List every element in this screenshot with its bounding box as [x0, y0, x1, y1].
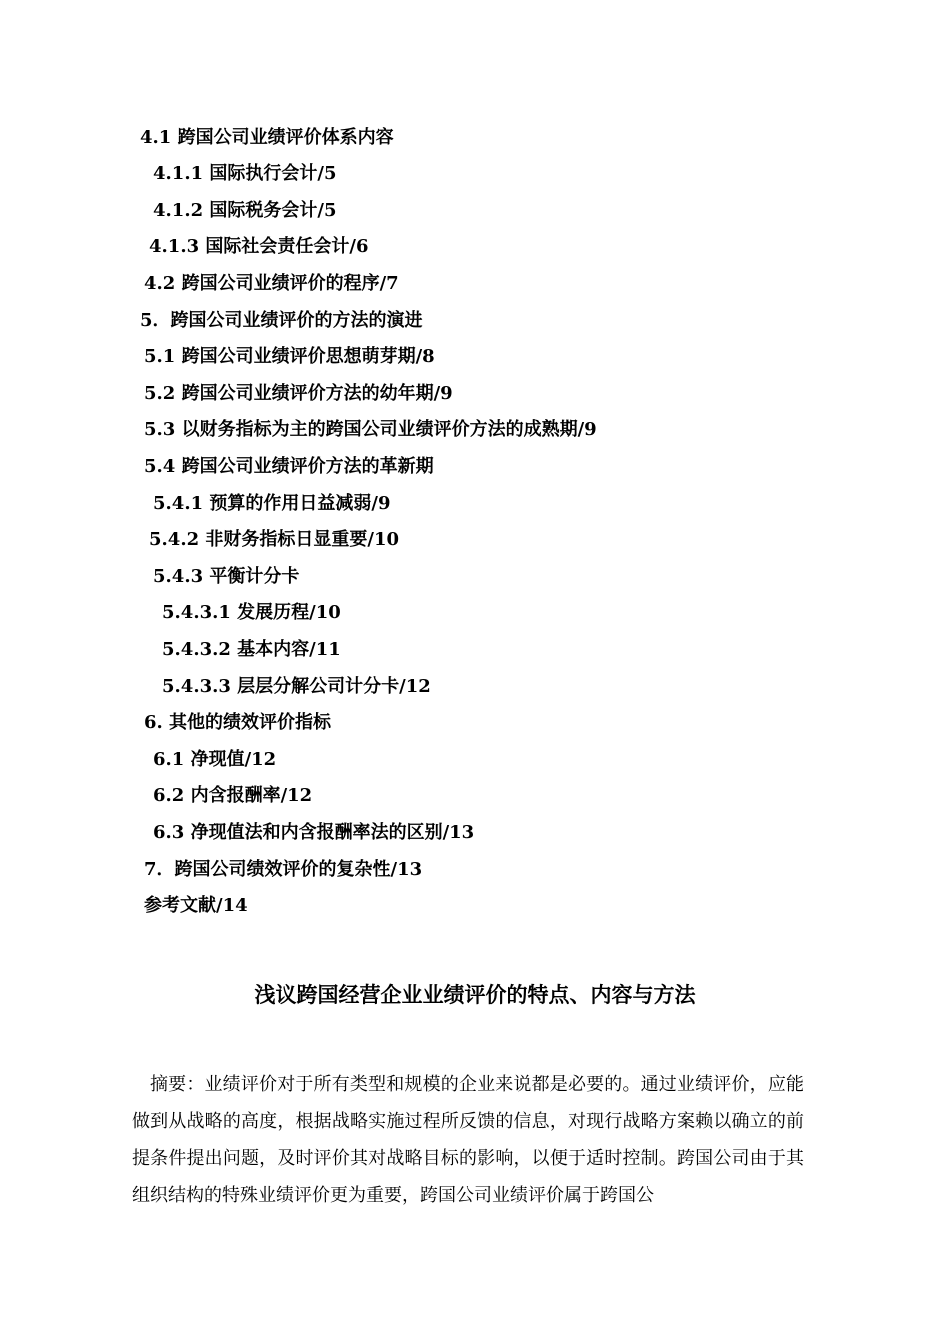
toc-entry: 6.1 净现值/12 — [153, 749, 277, 770]
toc-entry: 5.4.1 预算的作用日益减弱/9 — [153, 493, 391, 514]
toc-entry: 4.1 跨国公司业绩评价体系内容 — [140, 127, 394, 148]
abstract-paragraph: 摘要：业绩评价对于所有类型和规模的企业来说都是必要的。通过业绩评价，应能做到从战略的高度，根据战略实施过程所反馈的信息，对现行战略方案赖以确立的前提条件提出问题，及时评价其对战略目标的影响，以便于适时控制。跨国公司由于其组织结构的特殊业绩评价更为重要，跨国公司业绩评价属于跨国公 — [132, 1074, 804, 1206]
toc-entry: 参考文献/14 — [144, 895, 248, 916]
toc-entry: 7．跨国公司绩效评价的复杂性/13 — [144, 859, 423, 880]
toc-entry: 5.4.3 平衡计分卡 — [153, 566, 300, 587]
abstract-section — [132, 1066, 804, 1214]
toc-entry: 6.2 内含报酬率/12 — [153, 785, 313, 806]
toc-entry: 4.1.2 国际税务会计/5 — [153, 200, 337, 221]
toc-entry: 4.2 跨国公司业绩评价的程序/7 — [144, 273, 399, 294]
toc-entry: 5.1 跨国公司业绩评价思想萌芽期/8 — [144, 346, 435, 367]
toc-entry: 5．跨国公司业绩评价的方法的演进 — [140, 310, 423, 331]
toc-entry: 6. 其他的绩效评价指标 — [144, 712, 332, 733]
toc-entry: 5.2 跨国公司业绩评价方法的幼年期/9 — [144, 383, 453, 404]
toc-entry: 5.4.3.1 发展历程/10 — [162, 602, 341, 623]
toc-entry: 5.4.3.3 层层分解公司计分卡/12 — [162, 676, 431, 697]
toc-entry: 6.3 净现值法和内含报酬率法的区别/13 — [153, 822, 475, 843]
toc-entry: 5.3 以财务指标为主的跨国公司业绩评价方法的成熟期/9 — [144, 419, 597, 440]
toc-entry: 5.4 跨国公司业绩评价方法的革新期 — [144, 456, 434, 477]
article-title: 浅议跨国经营企业业绩评价的特点、内容与方法 — [254, 982, 696, 1007]
toc-entry: 4.1.3 国际社会责任会计/6 — [149, 236, 369, 257]
toc-entry: 5.4.2 非财务指标日显重要/10 — [149, 529, 399, 550]
toc-entry: 4.1.1 国际执行会计/5 — [153, 163, 337, 184]
toc-entry: 5.4.3.2 基本内容/11 — [162, 639, 341, 660]
